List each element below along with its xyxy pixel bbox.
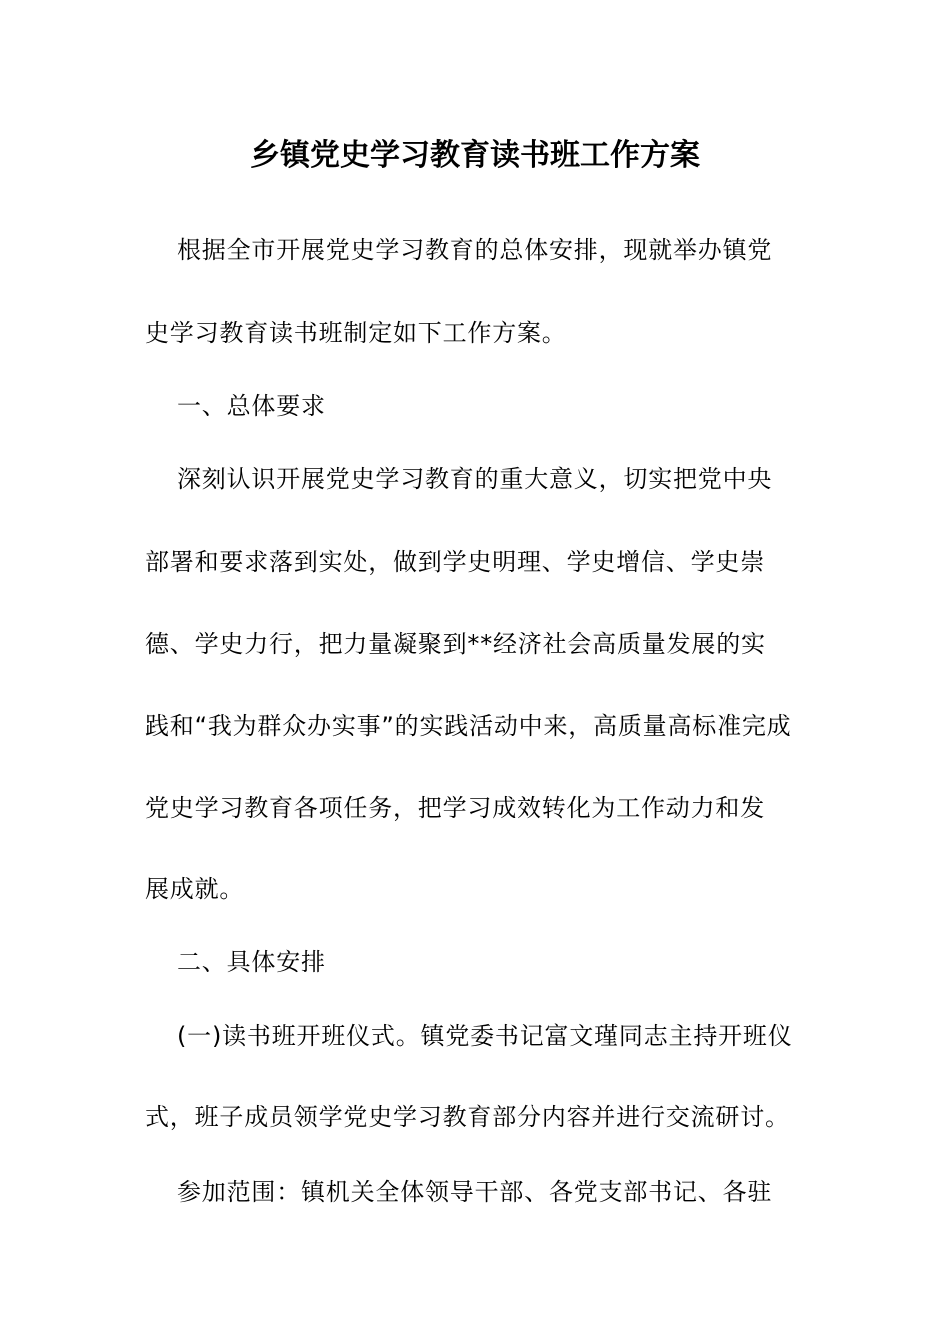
paragraph-line: (一)读书班开班仪式。镇党委书记富文瑾同志主持开班仪	[177, 1022, 793, 1050]
paragraph-line: 史学习教育读书班制定如下工作方案。	[145, 319, 567, 347]
paragraph-line: 德、学史力行，把力量凝聚到**经济社会高质量发展的实	[145, 630, 766, 658]
paragraph-line: 践和“我为群众办实事”的实践活动中来，高质量高标准完成	[145, 712, 792, 740]
paragraph-line: 根据全市开展党史学习教育的总体安排，现就举办镇党	[177, 236, 773, 264]
paragraph-line: 深刻认识开展党史学习教育的重大意义，切实把党中央	[177, 465, 773, 493]
paragraph-line: 式，班子成员领学党史学习教育部分内容并进行交流研讨。	[145, 1103, 790, 1131]
document-title: 乡镇党史学习教育读书班工作方案	[250, 138, 700, 173]
paragraph-line: 党史学习教育各项任务，把学习成效转化为工作动力和发	[145, 794, 765, 822]
section-heading: 二、具体安排	[177, 948, 326, 976]
paragraph-line: 展成就。	[145, 875, 245, 903]
paragraph-line: 参加范围：镇机关全体领导干部、各党支部书记、各驻	[177, 1178, 773, 1206]
paragraph-line: 部署和要求落到实处，做到学史明理、学史增信、学史崇	[145, 548, 765, 576]
section-heading: 一、总体要求	[177, 392, 326, 420]
